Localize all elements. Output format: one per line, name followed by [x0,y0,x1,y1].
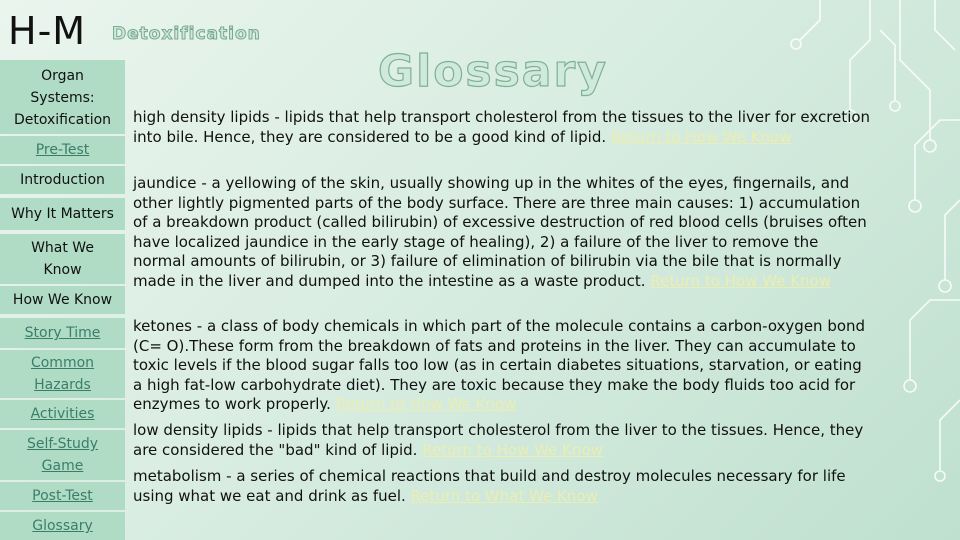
sidebar-header-line: Detoxification [13,112,112,128]
glossary-term: high density lipids [133,108,270,126]
glossary-entry [133,421,873,460]
sidebar-item-post-test[interactable]: Post-Test [0,482,125,510]
sidebar-item-story-time[interactable]: Story Time [0,318,125,348]
return-link[interactable]: Return to What We Know [410,486,598,505]
sidebar-item-glossary[interactable]: Glossary [0,512,125,540]
sidebar-item-what-we-know[interactable]: What We Know [0,234,125,284]
glossary-entry [133,174,873,291]
sidebar-item-why-it-matters[interactable]: Why It Matters [0,198,125,230]
glossary-entry [133,467,873,506]
sidebar-item-activities[interactable]: Activities [0,400,125,428]
glossary-term: jaundice [133,174,197,192]
page-title: Glossary [378,46,608,97]
section-subtitle: Detoxification [112,24,261,44]
sidebar-item-how-we-know[interactable]: How We Know [0,286,125,314]
sidebar-item-pre-test[interactable]: Pre-Test [0,136,125,164]
sidebar-header [0,60,125,134]
glossary-term: ketones [133,317,192,335]
sidebar-item-common-hazards[interactable]: Common Hazards [0,350,125,398]
glossary-definition: - lipids that help transport cholesterol from the liver to the tissues. Hence, they are considered the "bad" kind of lipid. [133,421,864,459]
return-link[interactable]: Return to How We Know [650,271,831,290]
sidebar-item-introduction[interactable]: Introduction [0,166,125,194]
glossary-term: metabolism [133,467,222,485]
glossary-definition: - a series of chemical reactions that build and destroy molecules necessary for life using what we eat and drink as fuel. [133,467,846,505]
sidebar-header-line: Organ [41,68,84,84]
sidebar-item-self-study-game[interactable]: Self-Study Game [0,430,125,480]
sidebar-header-line: Systems: [30,90,95,106]
return-link[interactable]: Return to How We Know [422,440,603,459]
sidebar-nav [0,60,125,540]
glossary-entry [133,108,873,147]
glossary-entry [133,317,873,415]
glossary-definition: - a class of body chemicals in which part of the molecule contains a carbon-oxygen bond (C= O).These form from the breakdown of fats and proteins in the liver. They can accumulate to toxic levels if the blood sugar falls too low (as in certain diabetes situations, starvation, or eating a high fat-low carbohydrate diet). They are toxic because they make the body fluids too acid for enzymes to work properly. [133,317,866,413]
glossary-term: low density lipids [133,421,263,439]
return-link[interactable]: Return to How We Know [610,127,792,146]
return-link[interactable]: Return to How We Know [335,395,517,413]
glossary-definition: - a yellowing of the skin, usually showing up in the whites of the eyes, fingernails, and other lightly pigmented parts of the body surface. There are three main causes: 1) accumulation of a breakdown product (called bilirubin) of excessive destruction of red blood cells (bruises often have localized jaundice in the early stage of healing), 2) a failure of the liver to remove the normal amounts of bilirubin, or 3) failure of elimination of bilirubin via the bile that is normally made in the liver and dumped into the intestine as a waste product. [133,174,867,290]
glossary-definition: - lipids that help transport cholesterol from the tissues to the liver for excretion into bile. Hence, they are considered to be a good kind of lipid. [133,108,871,146]
brand-logo: H-M [8,9,87,53]
